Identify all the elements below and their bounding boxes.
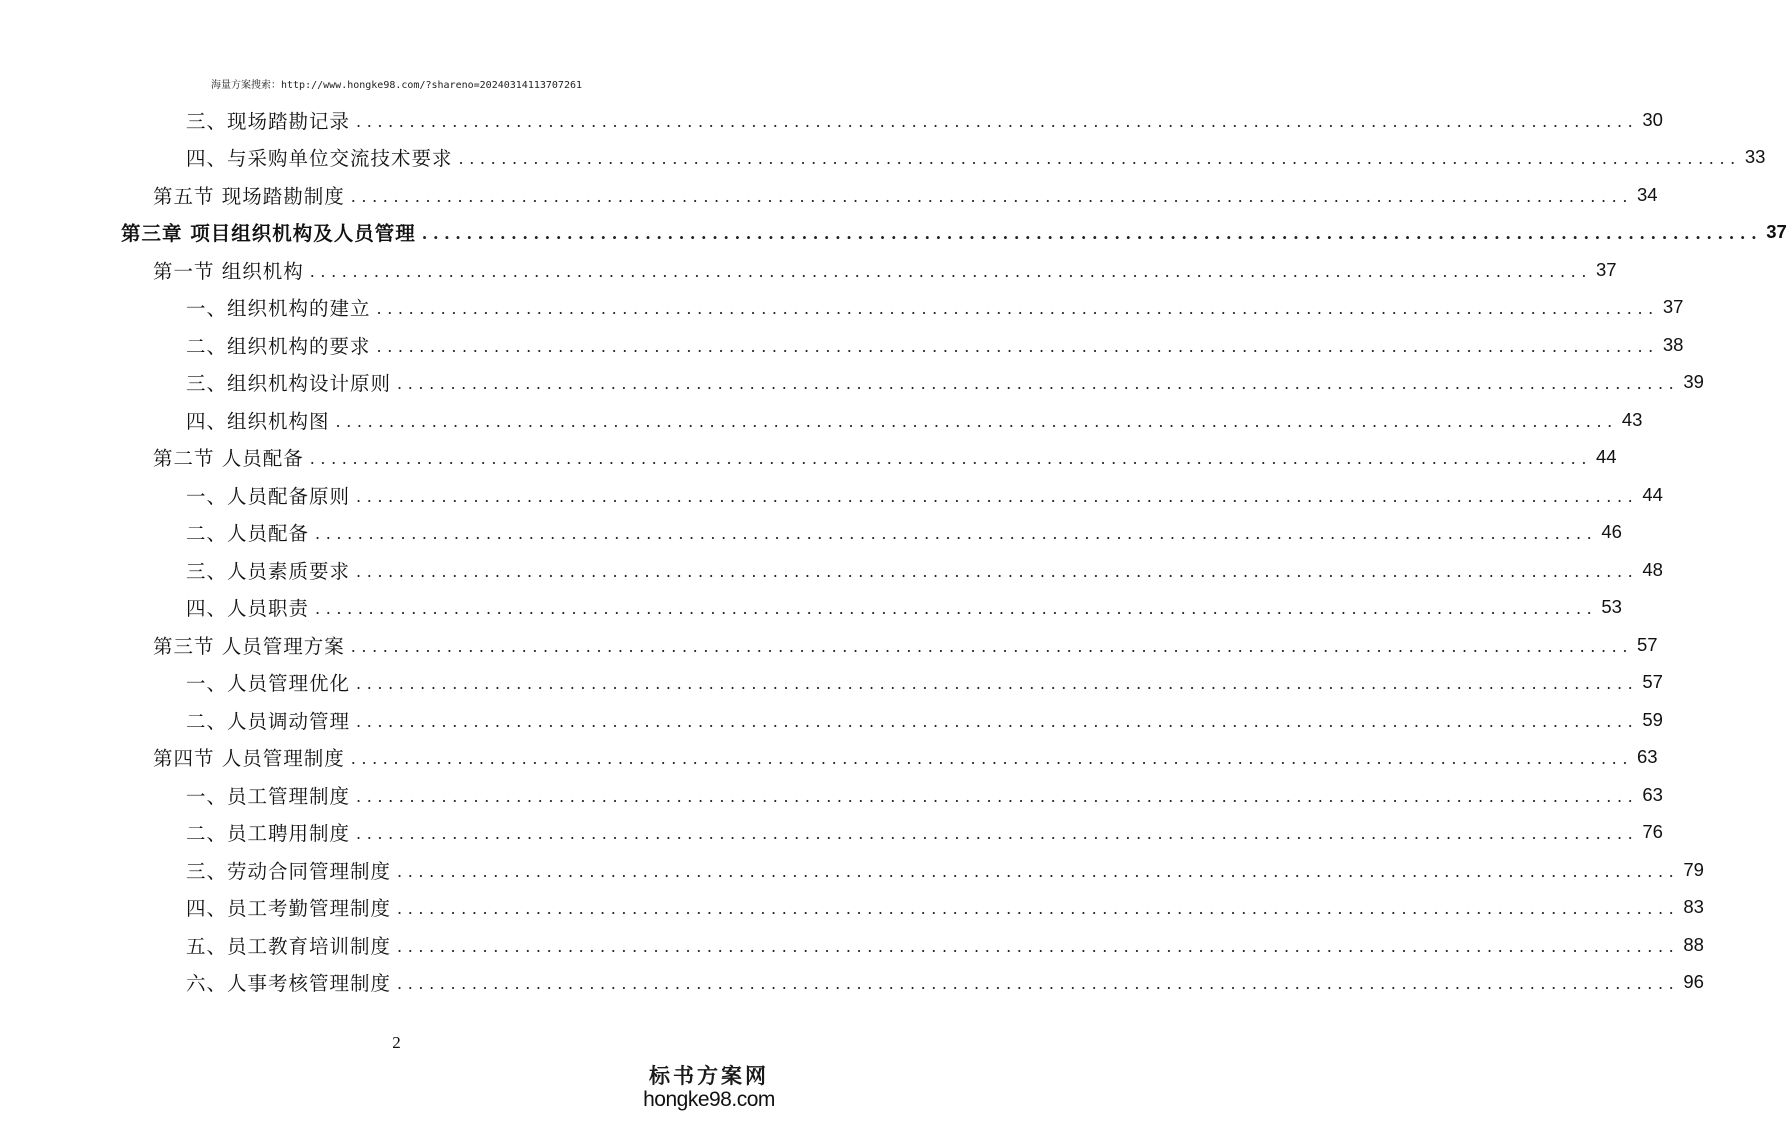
toc-leader-dots: ........................................................................................................................ xyxy=(356,711,1639,731)
brand-domain: hongke98.com xyxy=(643,1088,775,1111)
toc-leader-dots: ........................................................................................................................ xyxy=(356,561,1639,581)
toc-leader-dots: ........................................................................................................................ xyxy=(309,449,1593,469)
toc-entry[interactable] xyxy=(0,176,1658,214)
toc-entry-page: 43 xyxy=(1621,408,1643,430)
toc-leader-dots: ........................................................................................................................ xyxy=(397,374,1680,394)
toc-entry-label: 四、与采购单位交流技术要求 xyxy=(186,147,453,171)
toc-entry[interactable] xyxy=(0,589,1622,627)
toc-entry-label: 四、人员职责 xyxy=(186,597,310,621)
toc-entry[interactable] xyxy=(0,664,1663,702)
toc-entry-page: 96 xyxy=(1683,971,1704,993)
toc-entry[interactable] xyxy=(0,401,1643,439)
toc-entry-label: 二、组织机构的要求 xyxy=(186,334,371,358)
toc-leader-dots: ........................................................................................................................ xyxy=(356,786,1639,806)
toc-entry[interactable] xyxy=(0,926,1704,964)
toc-entry-label: 第四节 人员管理制度 xyxy=(153,747,345,771)
toc-entry-page: 33 xyxy=(1744,146,1766,168)
toc-entry[interactable] xyxy=(0,776,1663,814)
toc-entry-page: 63 xyxy=(1642,783,1663,805)
toc-leader-dots: ........................................................................................................................ xyxy=(458,149,1741,169)
toc-leader-dots: ........................................................................................................................ xyxy=(356,111,1639,131)
toc-leader-dots: ........................................................................................................................ xyxy=(421,224,1763,244)
toc-entry-label: 一、人员管理优化 xyxy=(186,672,351,696)
brand-name: 标书方案网 xyxy=(649,1063,769,1088)
page-header-url: 海量方案搜索：http://www.hongke98.com/?shareno=20240314113707261 xyxy=(210,80,583,91)
toc-entry-page: 83 xyxy=(1683,896,1704,918)
toc-entry-label: 第一节 组织机构 xyxy=(153,259,304,283)
brand-watermark xyxy=(639,1064,779,1112)
toc-entry[interactable] xyxy=(0,289,1684,327)
toc-entry-page: 53 xyxy=(1601,596,1622,618)
toc-entry-label: 二、人员调动管理 xyxy=(186,709,351,733)
toc-leader-dots: ........................................................................................................................ xyxy=(335,411,1618,431)
toc-entry-page: 44 xyxy=(1596,446,1617,468)
toc-entry-page: 59 xyxy=(1642,708,1663,730)
toc-entry[interactable] xyxy=(0,551,1663,589)
page-number: 2 xyxy=(392,1033,401,1052)
toc-leader-dots: ........................................................................................................................ xyxy=(315,599,1598,619)
toc-leader-dots: ........................................................................................................................ xyxy=(397,861,1680,881)
toc-leader-dots: ........................................................................................................................ xyxy=(397,899,1680,919)
toc-entry-page: 57 xyxy=(1637,633,1658,655)
toc-entry-label: 第三章 项目组织机构及人员管理 xyxy=(121,222,416,246)
toc-entry-page: 37 xyxy=(1662,296,1684,318)
toc-entry-page: 37 xyxy=(1766,221,1787,243)
toc-entry-label: 一、人员配备原则 xyxy=(186,484,351,508)
toc-entry-label: 四、员工考勤管理制度 xyxy=(186,897,392,921)
toc-leader-dots: ........................................................................................................................ xyxy=(356,674,1639,694)
toc-entry-page: 63 xyxy=(1637,746,1658,768)
toc-entry-label: 三、组织机构设计原则 xyxy=(186,372,392,396)
toc-entry[interactable] xyxy=(0,851,1704,889)
toc-entry-label: 六、人事考核管理制度 xyxy=(186,972,392,996)
toc-entry-label: 二、员工聘用制度 xyxy=(186,822,351,846)
toc-leader-dots: ........................................................................................................................ xyxy=(356,486,1639,506)
toc-entry[interactable] xyxy=(0,364,1704,402)
toc-entry-label: 第二节 人员配备 xyxy=(153,447,304,471)
toc-entry-label: 三、人员素质要求 xyxy=(186,559,351,583)
toc-entry-page: 44 xyxy=(1642,483,1663,505)
toc-entry[interactable] xyxy=(0,514,1622,552)
toc-entry[interactable] xyxy=(0,814,1663,852)
toc-entry-label: 一、员工管理制度 xyxy=(186,784,351,808)
toc-leader-dots: ........................................................................................................................ xyxy=(376,336,1659,356)
toc-entry-page: 34 xyxy=(1637,183,1658,205)
toc-entry-page: 46 xyxy=(1601,521,1622,543)
toc-entry-label: 五、员工教育培训制度 xyxy=(186,934,392,958)
toc-entry[interactable] xyxy=(0,251,1617,289)
toc-entry-page: 57 xyxy=(1642,671,1663,693)
toc-entry[interactable] xyxy=(0,889,1704,927)
toc-entry[interactable] xyxy=(0,701,1663,739)
toc-entry[interactable] xyxy=(0,626,1658,664)
toc-leader-dots: ........................................................................................................................ xyxy=(350,636,1634,656)
toc-entry-label: 第五节 现场踏勘制度 xyxy=(153,184,345,208)
toc-entry[interactable] xyxy=(0,439,1617,477)
toc-leader-dots: ........................................................................................................................ xyxy=(315,524,1598,544)
toc-entry[interactable] xyxy=(0,739,1658,777)
toc-entry-label: 三、现场踏勘记录 xyxy=(186,109,351,133)
toc-entry[interactable] xyxy=(0,326,1684,364)
toc-entry[interactable] xyxy=(0,476,1663,514)
toc-leader-dots: ........................................................................................................................ xyxy=(397,936,1680,956)
toc-leader-dots: ........................................................................................................................ xyxy=(397,974,1680,994)
toc-entry-page: 88 xyxy=(1683,933,1704,955)
toc-entry-page: 39 xyxy=(1683,371,1704,393)
toc-entry-page: 79 xyxy=(1683,858,1704,880)
toc-leader-dots: ........................................................................................................................ xyxy=(350,749,1634,769)
toc-entry-label: 一、组织机构的建立 xyxy=(186,297,371,321)
toc-entry[interactable] xyxy=(0,964,1704,1002)
toc-leader-dots: ........................................................................................................................ xyxy=(309,261,1593,281)
toc-entry-page: 37 xyxy=(1596,258,1617,280)
toc-entry-label: 二、人员配备 xyxy=(186,522,310,546)
toc-entry[interactable] xyxy=(0,214,1787,252)
toc-leader-dots: ........................................................................................................................ xyxy=(350,186,1634,206)
toc-entry-label: 第三节 人员管理方案 xyxy=(153,634,345,658)
toc-entry[interactable] xyxy=(0,139,1766,177)
toc-leader-dots: ........................................................................................................................ xyxy=(376,299,1659,319)
toc-entry-page: 76 xyxy=(1642,821,1663,843)
toc-entry-label: 四、组织机构图 xyxy=(186,409,330,433)
table-of-contents xyxy=(0,101,1787,1001)
toc-entry-page: 48 xyxy=(1642,558,1663,580)
toc-entry-page: 38 xyxy=(1662,333,1684,355)
toc-leader-dots: ........................................................................................................................ xyxy=(356,824,1639,844)
toc-entry[interactable] xyxy=(0,101,1663,139)
toc-entry-page: 30 xyxy=(1642,108,1663,130)
toc-entry-label: 三、劳动合同管理制度 xyxy=(186,859,392,883)
